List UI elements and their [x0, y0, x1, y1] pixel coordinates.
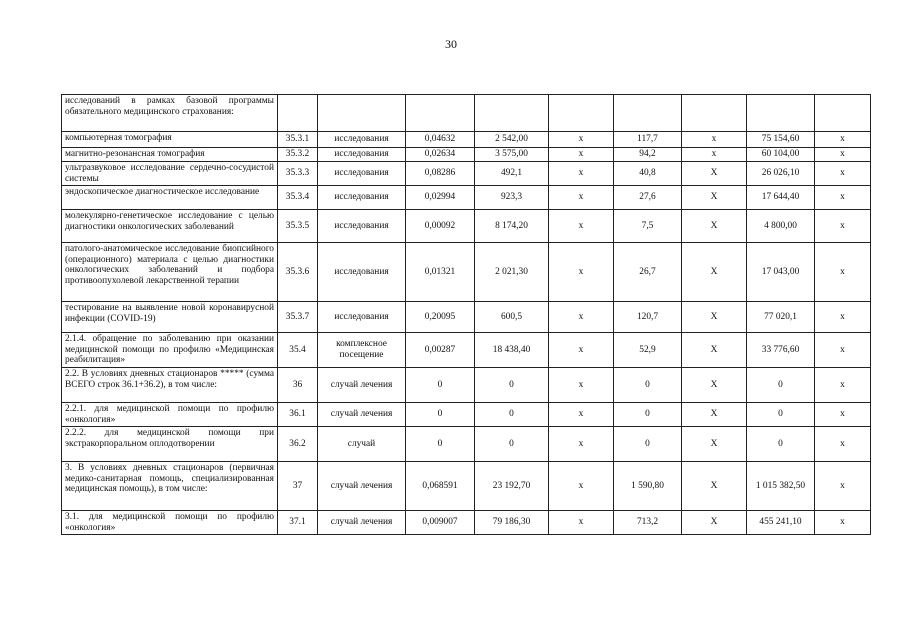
cell-standard-volume: 0,08286 — [406, 162, 475, 186]
cell-col-7: 0 — [614, 427, 682, 462]
row-description: 2.2.1. для медицинской помощи по профилю «онкология» — [62, 403, 278, 427]
row-code: 37 — [278, 462, 318, 511]
cell-standard-volume: 0,01321 — [406, 243, 475, 302]
cell-col-7: 7,5 — [614, 210, 682, 243]
cell-col-6: х — [549, 511, 614, 535]
row-description: 3. В условиях дневных стационаров (первичная медико-санитарная помощь, специализированная медицинская помощь), в том числе: — [62, 462, 278, 511]
cell-col-7: 117,7 — [614, 132, 682, 148]
cell-standard-volume: 0,009007 — [406, 511, 475, 535]
cell-col-10: х — [815, 462, 871, 511]
table-row — [62, 427, 871, 462]
row-description: тестирование на выявление новой коронавирусной инфекции (COVID-19) — [62, 302, 278, 333]
cell-col-6 — [549, 95, 614, 132]
cell-col-10: х — [815, 243, 871, 302]
cell-col-8: х — [682, 148, 747, 162]
cell-col-8: Х — [682, 368, 747, 403]
cell-col-10: х — [815, 302, 871, 333]
row-description: патолого-анатомическое исследование биопсийного (операционного) материала с целью диагностики онкологических заболеваний и подбора противоопухолевой лекарственной терапии — [62, 243, 278, 302]
row-unit: исследования — [318, 162, 406, 186]
cell-col-6: х — [549, 186, 614, 210]
row-description: 2.1.4. обращение по заболеванию при оказании медицинской помощи по профилю «Медицинская реабилитация» — [62, 333, 278, 368]
page-number: 30 — [445, 37, 457, 51]
cell-standard-cost: 3 575,00 — [475, 148, 549, 162]
row-code — [278, 95, 318, 132]
cell-col-7: 0 — [614, 403, 682, 427]
cell-col-7: 40,8 — [614, 162, 682, 186]
cell-col-8: Х — [682, 162, 747, 186]
cell-standard-volume: 0,02994 — [406, 186, 475, 210]
cell-col-7: 27,6 — [614, 186, 682, 210]
row-unit: исследования — [318, 243, 406, 302]
cell-standard-volume — [406, 95, 475, 132]
cell-col-7: 0 — [614, 368, 682, 403]
cell-col-9 — [747, 95, 815, 132]
table-row — [62, 210, 871, 243]
cell-standard-cost: 923,3 — [475, 186, 549, 210]
cell-col-6: х — [549, 462, 614, 511]
row-unit: случай лечения — [318, 403, 406, 427]
row-unit: исследования — [318, 186, 406, 210]
financing-table — [61, 94, 871, 535]
cell-standard-cost: 79 186,30 — [475, 511, 549, 535]
cell-col-8 — [682, 95, 747, 132]
cell-standard-volume: 0,04632 — [406, 132, 475, 148]
cell-col-9: 455 241,10 — [747, 511, 815, 535]
row-description: 2.2.2. для медицинской помощи при экстракорпоральном оплодотворении — [62, 427, 278, 462]
cell-standard-volume: 0 — [406, 368, 475, 403]
row-code: 35.4 — [278, 333, 318, 368]
row-unit: случай лечения — [318, 368, 406, 403]
cell-col-10: х — [815, 132, 871, 148]
cell-standard-volume: 0 — [406, 427, 475, 462]
row-description: исследований в рамках базовой программы обязательного медицинского страхования: — [62, 95, 278, 132]
cell-col-7 — [614, 95, 682, 132]
cell-col-9: 17 043,00 — [747, 243, 815, 302]
cell-col-8: Х — [682, 186, 747, 210]
cell-col-6: х — [549, 132, 614, 148]
cell-col-9: 17 644,40 — [747, 186, 815, 210]
row-code: 36.1 — [278, 403, 318, 427]
cell-standard-volume: 0 — [406, 403, 475, 427]
table-row — [62, 511, 871, 535]
table-row — [62, 302, 871, 333]
cell-standard-volume: 0,00287 — [406, 333, 475, 368]
cell-standard-cost: 2 542,00 — [475, 132, 549, 148]
cell-col-10: х — [815, 210, 871, 243]
cell-col-8: Х — [682, 210, 747, 243]
cell-col-8: х — [682, 132, 747, 148]
cell-col-9: 75 154,60 — [747, 132, 815, 148]
row-unit: случай — [318, 427, 406, 462]
cell-standard-cost: 600,5 — [475, 302, 549, 333]
cell-standard-volume: 0,00092 — [406, 210, 475, 243]
row-unit: исследования — [318, 132, 406, 148]
cell-col-9: 0 — [747, 427, 815, 462]
table-row — [62, 162, 871, 186]
cell-col-10: х — [815, 511, 871, 535]
cell-standard-cost: 0 — [475, 368, 549, 403]
cell-col-6: х — [549, 368, 614, 403]
cell-col-9: 0 — [747, 368, 815, 403]
table-row — [62, 333, 871, 368]
cell-standard-cost: 18 438,40 — [475, 333, 549, 368]
row-unit: исследования — [318, 302, 406, 333]
row-description: ультразвуковое исследование сердечно-сосудистой системы — [62, 162, 278, 186]
cell-col-9: 77 020,1 — [747, 302, 815, 333]
row-code: 36 — [278, 368, 318, 403]
cell-col-7: 52,9 — [614, 333, 682, 368]
table-body — [62, 95, 871, 535]
cell-col-10 — [815, 95, 871, 132]
cell-col-10: х — [815, 162, 871, 186]
cell-col-6: х — [549, 333, 614, 368]
table-row — [62, 368, 871, 403]
cell-col-9: 60 104,00 — [747, 148, 815, 162]
row-code: 35.3.2 — [278, 148, 318, 162]
cell-col-6: х — [549, 148, 614, 162]
cell-standard-cost: 492,1 — [475, 162, 549, 186]
cell-standard-cost — [475, 95, 549, 132]
row-code: 36.2 — [278, 427, 318, 462]
cell-col-9: 1 015 382,50 — [747, 462, 815, 511]
cell-col-8: Х — [682, 427, 747, 462]
row-code: 35.3.1 — [278, 132, 318, 148]
cell-standard-cost: 0 — [475, 427, 549, 462]
row-description: компьютерная томография — [62, 132, 278, 148]
cell-standard-cost: 0 — [475, 403, 549, 427]
cell-col-7: 713,2 — [614, 511, 682, 535]
table-row — [62, 148, 871, 162]
table-row — [62, 132, 871, 148]
row-unit: комплексное посещение — [318, 333, 406, 368]
cell-col-10: х — [815, 403, 871, 427]
cell-col-6: х — [549, 162, 614, 186]
table-row — [62, 186, 871, 210]
cell-col-9: 0 — [747, 403, 815, 427]
row-description: 3.1. для медицинской помощи по профилю «онкология» — [62, 511, 278, 535]
row-code: 35.3.3 — [278, 162, 318, 186]
row-code: 35.3.7 — [278, 302, 318, 333]
table-row — [62, 462, 871, 511]
table-row — [62, 403, 871, 427]
cell-col-10: х — [815, 148, 871, 162]
table-row — [62, 95, 871, 132]
cell-col-8: Х — [682, 511, 747, 535]
cell-col-7: 94,2 — [614, 148, 682, 162]
row-unit: случай лечения — [318, 462, 406, 511]
cell-col-6: х — [549, 302, 614, 333]
cell-col-10: х — [815, 333, 871, 368]
cell-col-10: х — [815, 427, 871, 462]
cell-col-6: х — [549, 427, 614, 462]
row-code: 35.3.4 — [278, 186, 318, 210]
row-code: 35.3.6 — [278, 243, 318, 302]
row-unit — [318, 95, 406, 132]
cell-col-6: х — [549, 243, 614, 302]
row-description: эндоскопическое диагностическое исследование — [62, 186, 278, 210]
cell-col-9: 4 800,00 — [747, 210, 815, 243]
cell-col-6: х — [549, 210, 614, 243]
cell-col-10: х — [815, 186, 871, 210]
cell-col-9: 26 026,10 — [747, 162, 815, 186]
cell-standard-volume: 0,02634 — [406, 148, 475, 162]
cell-col-7: 26,7 — [614, 243, 682, 302]
cell-col-8: Х — [682, 403, 747, 427]
cell-col-8: Х — [682, 462, 747, 511]
cell-standard-cost: 23 192,70 — [475, 462, 549, 511]
cell-col-7: 1 590,80 — [614, 462, 682, 511]
row-unit: исследования — [318, 210, 406, 243]
cell-col-7: 120,7 — [614, 302, 682, 333]
cell-col-10: х — [815, 368, 871, 403]
row-description: 2.2. В условиях дневных стационаров ***** (сумма ВСЕГО строк 36.1+36.2), в том числе: — [62, 368, 278, 403]
cell-col-6: х — [549, 403, 614, 427]
cell-standard-volume: 0,068591 — [406, 462, 475, 511]
cell-col-8: Х — [682, 302, 747, 333]
cell-standard-cost: 2 021,30 — [475, 243, 549, 302]
row-description: молекулярно-генетическое исследование с целью диагностики онкологических заболеваний — [62, 210, 278, 243]
cell-col-9: 33 776,60 — [747, 333, 815, 368]
row-unit: исследования — [318, 148, 406, 162]
row-unit: случай лечения — [318, 511, 406, 535]
row-description: магнитно-резонансная томография — [62, 148, 278, 162]
cell-standard-cost: 8 174,20 — [475, 210, 549, 243]
cell-col-8: Х — [682, 333, 747, 368]
row-code: 37.1 — [278, 511, 318, 535]
row-code: 35.3.5 — [278, 210, 318, 243]
cell-standard-volume: 0,20095 — [406, 302, 475, 333]
cell-col-8: Х — [682, 243, 747, 302]
table-row — [62, 243, 871, 302]
